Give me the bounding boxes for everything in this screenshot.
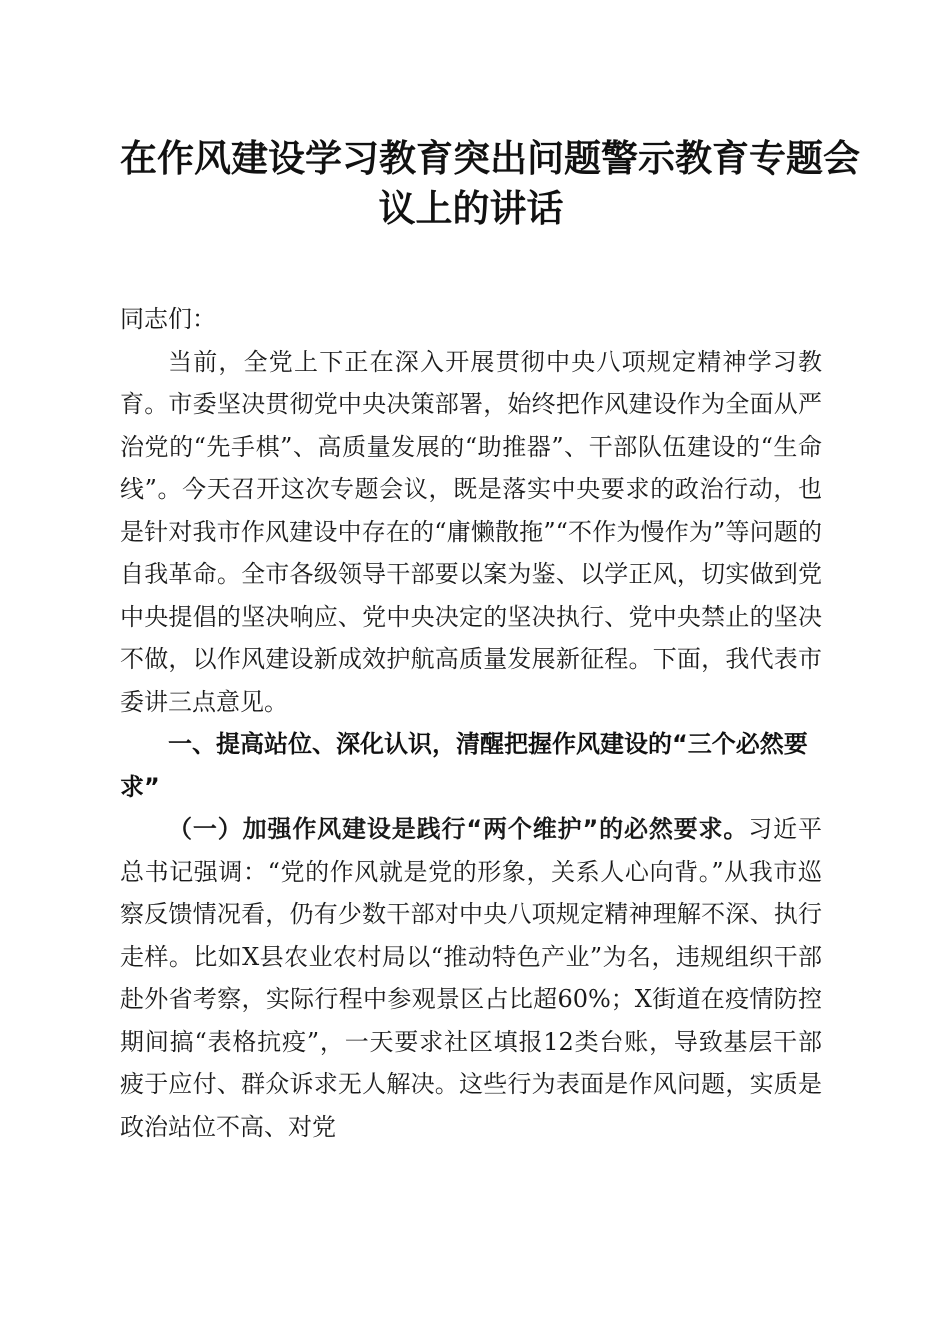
salutation: 同志们： <box>120 305 216 333</box>
document-title <box>120 0 860 233</box>
title-line-1: 在作风建设学习教育突出问题警示教育专题会 <box>120 136 860 180</box>
section-1-body: 习近平总书记强调：“党的作风就是党的形象，关系人心向背。”从我市巡察反馈情况看，仍有少数干部对中央八项规定精神理解不深、执行走样。比如X县农业农村局以“推动特色产业”为名，违规组织干部赴外省考察，实际行程中参观景区占比超60%；X街道在疫情防控期间搞“表格抗疫”，一天要求社区填报12类台账，导致基层干部疲于应付、群众诉求无人解决。这些行为表面是作风问题，实质是政治站位不高、对党 <box>120 815 823 1141</box>
intro-paragraph: 当前，全党上下正在深入开展贯彻中央八项规定精神学习教育。市委坚决贯彻党中央决策部署，始终把作风建设作为全面从严治党的“先手棋”、高质量发展的“助推器”、干部队伍建设的“生命线”。今天召开这次专题会议，既是落实中央要求的政治行动，也是针对我市作风建设中存在的“庸懒散拖”“不作为慢作为”等问题的自我革命。全市各级领导干部要以案为鉴、以学正风，切实做到党中央提倡的坚决响应、党中央决定的坚决执行、党中央禁止的坚决不做，以作风建设新成效护航高质量发展新征程。下面，我代表市委讲三点意见。 <box>120 347 822 716</box>
section-1-lead: （一）加强作风建设是践行“两个维护”的必然要求。 <box>168 815 749 843</box>
document-page <box>120 0 860 1148</box>
section-1-paragraph <box>120 808 822 1148</box>
section-heading-1: 一、提高站位、深化认识，清醒把握作风建设的“三个必然要求” <box>120 730 808 801</box>
title-line-2: 议上的讲话 <box>378 186 564 230</box>
